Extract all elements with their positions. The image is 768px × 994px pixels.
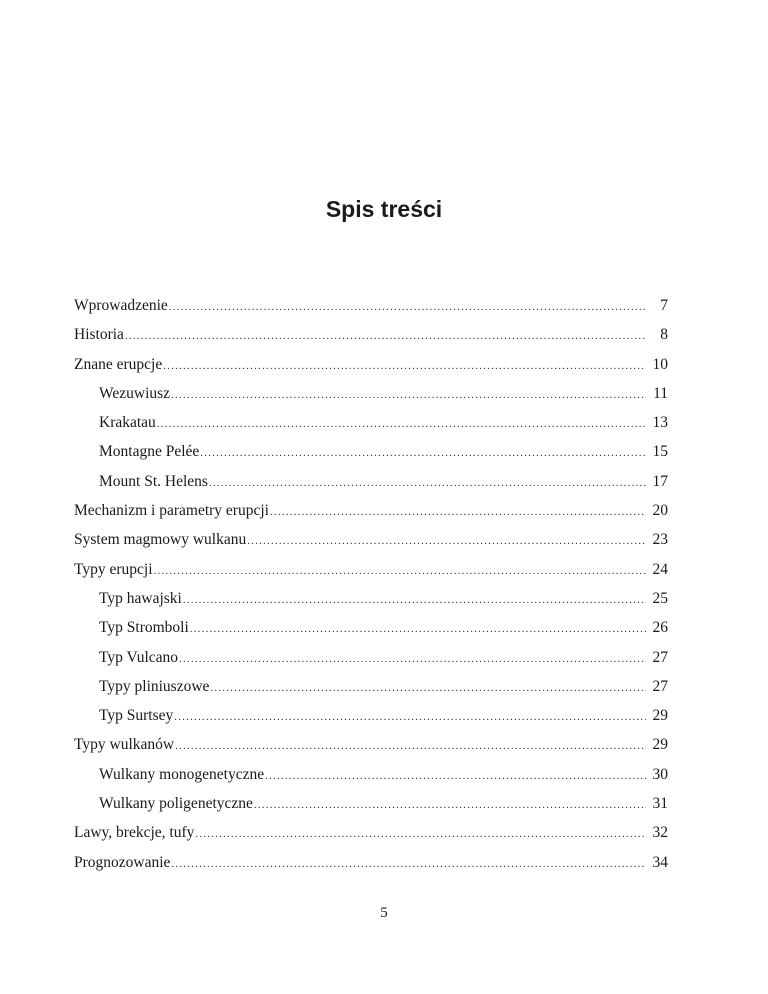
toc-entry[interactable]	[74, 818, 668, 847]
toc-entry-label: Typy pliniuszowe	[99, 677, 210, 695]
toc-entry[interactable]	[74, 672, 668, 701]
toc-entry-label: Typy wulkanów	[74, 736, 175, 754]
toc-entry[interactable]	[74, 291, 668, 320]
toc-entry-page: 24	[652, 560, 668, 578]
dot-leader	[169, 293, 646, 320]
toc-entry[interactable]	[74, 789, 668, 818]
toc-entry-label: Wulkany poligenetyczne	[99, 795, 253, 813]
toc-entry[interactable]	[74, 437, 668, 466]
toc-entry[interactable]	[74, 730, 668, 759]
toc-entry-page: 20	[652, 502, 668, 520]
toc-entry-label: Typ Surtsey	[99, 707, 174, 725]
dot-leader	[247, 527, 646, 554]
dot-leader	[154, 557, 646, 584]
toc-entry-page: 17	[652, 472, 668, 490]
toc-entry-label: Typ hawajski	[99, 589, 182, 607]
toc-entry-label: Montagne Pelée	[99, 443, 200, 461]
toc-entry-label: Mechanizm i parametry erupcji	[74, 502, 269, 520]
toc-entry-page: 27	[652, 648, 668, 666]
toc-entry-label: Typy erupcji	[74, 560, 153, 578]
toc-entry-label: Typ Vulcano	[99, 648, 179, 666]
page-title: Spis treści	[325, 196, 443, 222]
dot-leader	[171, 850, 646, 877]
toc-entry-page: 13	[652, 414, 668, 432]
toc-entry-page: 31	[652, 795, 668, 813]
toc-entry-page: 30	[652, 765, 668, 783]
toc-entry[interactable]	[74, 320, 668, 349]
toc-entry[interactable]	[74, 643, 668, 672]
toc-entry-page: 23	[652, 531, 668, 549]
toc-entry[interactable]	[74, 760, 668, 789]
toc-entry-label: Typ Stromboli	[99, 619, 189, 637]
toc-entry-label: Prognozowanie	[74, 853, 171, 871]
toc-entry-label: Lawy, brekcje, tufy	[74, 824, 195, 842]
dot-leader	[157, 410, 646, 437]
dot-leader	[163, 352, 646, 379]
toc-entry[interactable]	[74, 555, 668, 584]
dot-leader	[210, 674, 646, 701]
toc-entry[interactable]	[74, 379, 668, 408]
toc-entry[interactable]	[74, 525, 668, 554]
toc-entry-page: 29	[652, 736, 668, 754]
toc-entry-page: 15	[652, 443, 668, 461]
dot-leader	[200, 439, 646, 466]
dot-leader	[190, 615, 646, 642]
toc-entry[interactable]	[74, 701, 668, 730]
toc-entry-page: 27	[652, 677, 668, 695]
toc-entry[interactable]	[74, 496, 668, 525]
toc-entry[interactable]	[74, 350, 668, 379]
toc-entry-page: 8	[660, 326, 668, 344]
toc-entry[interactable]	[74, 467, 668, 496]
toc-entry-page: 26	[652, 619, 668, 637]
toc-entry-label: Krakatau	[99, 414, 156, 432]
toc-entry-label: Wprowadzenie	[74, 297, 168, 314]
toc-entry-page: 25	[652, 589, 668, 607]
dot-leader	[270, 498, 646, 525]
table-of-contents	[74, 291, 668, 877]
toc-entry-label: Wezuwiusz	[99, 384, 171, 402]
toc-entry[interactable]	[74, 408, 668, 437]
toc-entry[interactable]	[74, 848, 668, 877]
dot-leader	[254, 791, 646, 818]
dot-leader	[265, 762, 646, 789]
toc-entry-label: Wulkany monogenetyczne	[99, 765, 265, 783]
toc-entry-page: 29	[652, 707, 668, 725]
dot-leader	[209, 469, 646, 496]
toc-entry-page: 34	[652, 853, 668, 871]
dot-leader	[175, 732, 646, 759]
toc-entry-page: 32	[652, 824, 668, 842]
toc-entry-label: Historia	[74, 326, 124, 344]
toc-entry-label: System magmowy wulkanu	[74, 531, 247, 549]
dot-leader	[179, 645, 646, 672]
toc-entry-label: Mount St. Helens	[99, 472, 208, 490]
dot-leader	[171, 381, 646, 408]
toc-entry-page: 10	[652, 355, 668, 373]
toc-entry-page: 7	[660, 297, 668, 314]
toc-entry[interactable]	[74, 613, 668, 642]
toc-entry-label: Znane erupcje	[74, 355, 163, 373]
dot-leader	[125, 322, 646, 349]
dot-leader	[183, 586, 646, 613]
dot-leader	[174, 703, 646, 730]
page-number: 5	[380, 905, 388, 921]
toc-entry[interactable]	[74, 584, 668, 613]
dot-leader	[195, 820, 646, 847]
toc-entry-page: 11	[653, 384, 668, 402]
